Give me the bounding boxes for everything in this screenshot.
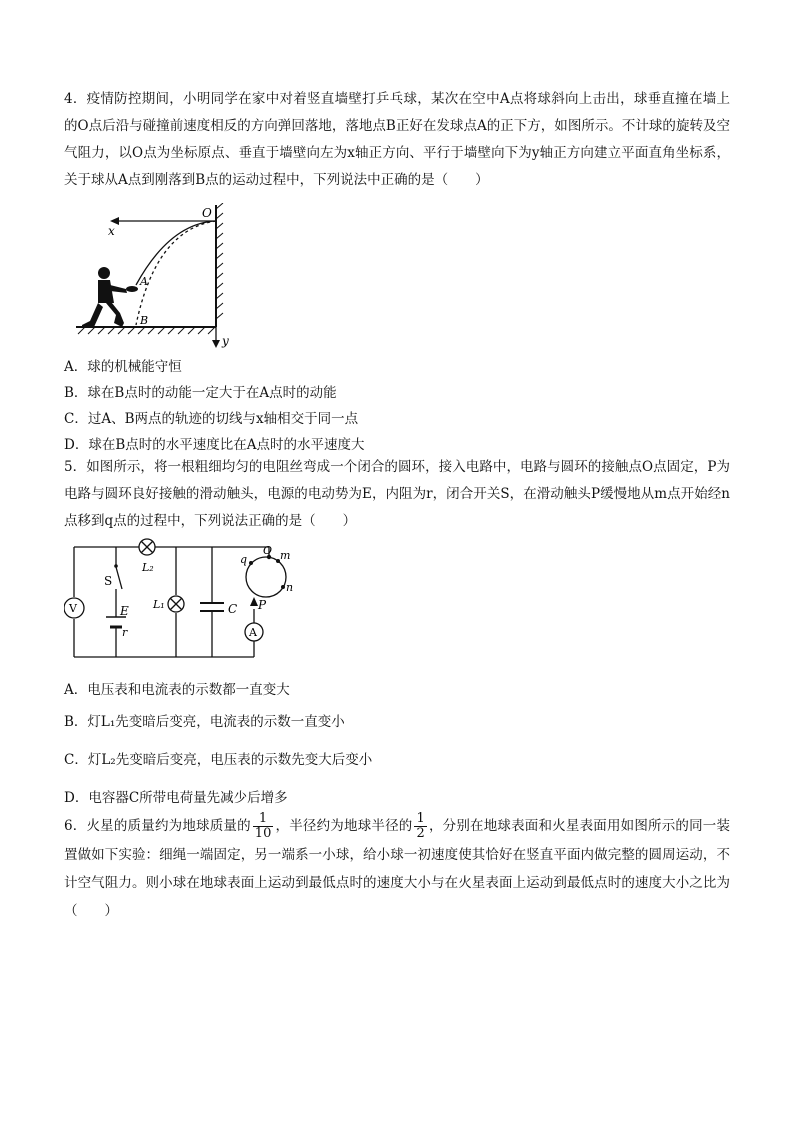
q6-stem-part2: ，半径约为地球半径的 xyxy=(275,818,413,834)
q6-stem-part3: ，分别在地球表面和火星表面用如图所示的同一装置做如下实验：细绳一端固定，另一端系一小球，给小球一初速度使其恰好在竖直平面内做完整的圆周运动，不计空气阻力。则小球在地球表面上运动到最低点时的速度大小与在火星表面上运动到最低点时的速度大小之比为（ ） xyxy=(64,818,730,919)
q4-option-a: A．球的机械能守恒 xyxy=(64,359,182,375)
q5-label-c: C xyxy=(228,602,238,616)
q5-option-d: D．电容器C所带电荷量先减少后增多 xyxy=(64,790,288,806)
q5-label-m: m xyxy=(280,549,291,562)
q5-figure xyxy=(64,533,304,665)
q5-label-n: n xyxy=(286,581,294,594)
q5-label-l1: L₁ xyxy=(153,598,165,611)
q5-label-s: S xyxy=(104,574,113,588)
q6-stem xyxy=(64,812,730,925)
q4-label-a: A xyxy=(140,275,148,288)
q5-label-v: V xyxy=(69,602,77,615)
q6-stem-part1: 6．火星的质量约为地球质量的 xyxy=(64,818,251,834)
q5-label-l2: L₂ xyxy=(142,561,154,574)
q4-figure xyxy=(70,203,240,348)
q4-label-y: y xyxy=(222,334,229,348)
q4-option-c: C．过A、B两点的轨迹的切线与x轴相交于同一点 xyxy=(64,411,359,427)
q5-option-a: A．电压表和电流表的示数都一直变大 xyxy=(64,682,290,698)
q6-fraction-mass: $\frac{1}{10}$ xyxy=(254,811,272,841)
q6-fraction-radius: $\frac{1}{2}$ xyxy=(416,811,425,841)
q5-label-e: E xyxy=(120,604,129,618)
q5-option-c: C．灯L₂先变暗后变亮，电压表的示数先变大后变小 xyxy=(64,752,373,768)
q5-label-q: q xyxy=(240,553,248,566)
q5-label-o: O xyxy=(263,544,273,557)
q5-stem: 5．如图所示，将一根粗细均匀的电阻丝弯成一个闭合的圆环，接入电路中，电路与圆环的接触点O点固定，P为电路与圆环良好接触的滑动触头，电源的电动势为E，内阻为r，闭合开关S，在滑动触头P缓慢地从m点开始经n点移到q点的过程中，下列说法正确的是（ ） xyxy=(64,459,730,529)
q5-option-b: B．灯L₁先变暗后变亮，电流表的示数一直变小 xyxy=(64,714,345,730)
q4-label-b: B xyxy=(140,314,149,327)
q4-label-x: x xyxy=(108,224,115,238)
q5-label-r: r xyxy=(122,626,128,639)
q5-label-a: A xyxy=(249,626,257,639)
q5-label-p: P xyxy=(258,598,267,612)
q4-label-o: O xyxy=(202,206,212,220)
q4-option-b: B．球在B点时的动能一定大于在A点时的动能 xyxy=(64,385,337,401)
q4-stem: 4．疫情防控期间，小明同学在家中对着竖直墙壁打乒乓球，某次在空中A点将球斜向上击出，球垂直撞在墙上的O点后沿与碰撞前速度相反的方向弹回落地，落地点B正好在发球点A的正下方，如图所示。不计球的旋转及空气阻力，以O点为坐标原点、垂直于墙壁向左为x轴正方向、平行于墙壁向下为y轴正方向建立平面直角坐标系，关于球从A点到刚落到B点的运动过程中，下列说法中正确的是（ ） xyxy=(64,91,730,188)
q4-option-d: D．球在B点时的水平速度比在A点时的水平速度大 xyxy=(64,437,365,453)
